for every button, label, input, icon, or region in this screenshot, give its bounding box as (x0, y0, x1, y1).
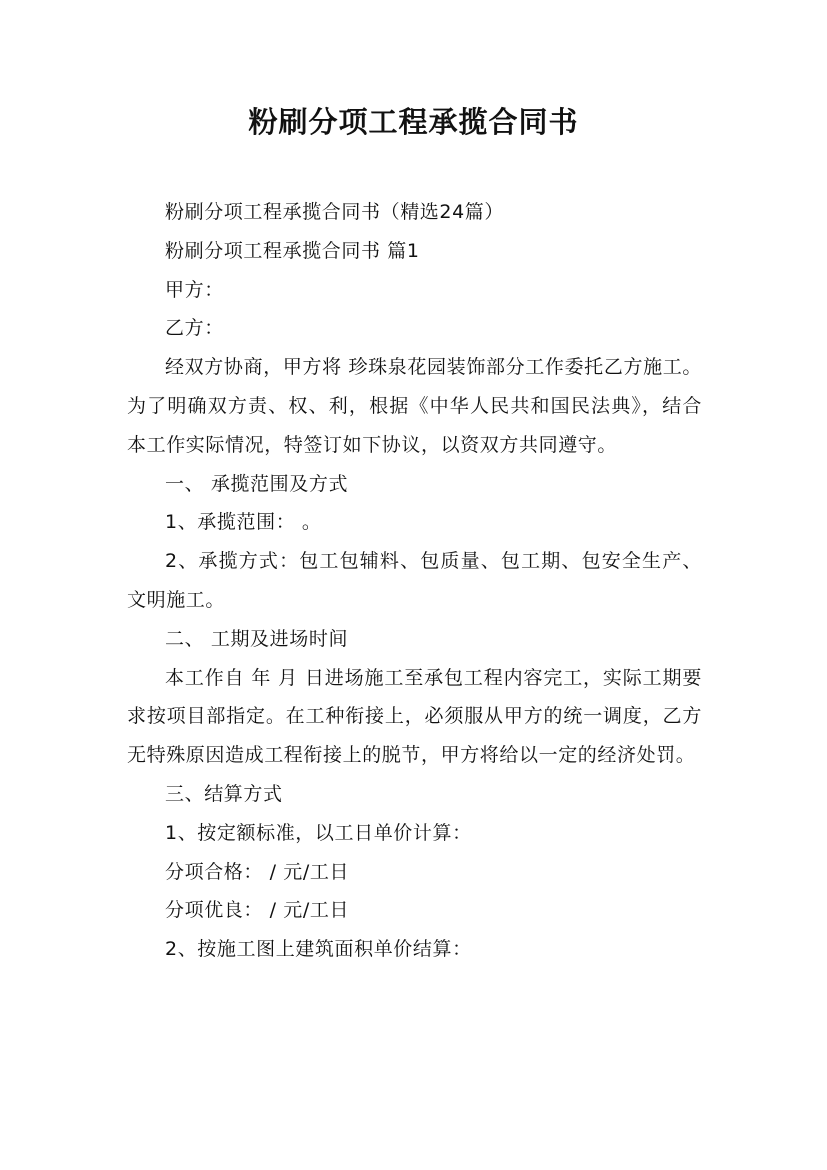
paragraph: 2、按施工图上建筑面积单价结算： (165, 938, 472, 961)
paragraph: 粉刷分项工程承揽合同书（精选24篇） (165, 201, 504, 223)
paragraph: 经双方协商，甲方将 珍珠泉花园装饰部分工作委托乙方施工。为了明确双方责、权、利，根据《中华人民共和国民法典》，结合本工作实际情况，特签订如下协议，以资双方共同遵守。 (127, 356, 702, 456)
paragraph: 本工作自 年 月 日进场施工至承包工程内容完工，实际工期要求按项目部指定。在工种衔接上，必须服从甲方的统一调度，乙方无特殊原因造成工程衔接上的脱节，甲方将给以一定的经济处罚。 (127, 666, 702, 767)
section-heading: 二、 工期及进场时间 (165, 627, 349, 650)
paragraph: 乙方： (165, 317, 224, 340)
paragraph: 1、按定额标准，以工日单价计算： (165, 821, 472, 844)
paragraph: 分项优良： / 元/工日 (165, 899, 350, 922)
document-body (127, 193, 702, 969)
section-heading: 三、结算方式 (165, 782, 283, 805)
paragraph: 粉刷分项工程承揽合同书 篇1 (165, 239, 420, 262)
paragraph: 2、承揽方式：包工包辅料、包质量、包工期、包安全生产、文明施工。 (127, 550, 702, 611)
paragraph: 1、承揽范围： 。 (165, 511, 322, 534)
paragraph: 甲方： (165, 278, 224, 301)
paragraph: 分项合格： / 元/工日 (165, 860, 350, 883)
document-title: 粉刷分项工程承揽合同书 (248, 105, 579, 139)
section-heading: 一、 承揽范围及方式 (165, 472, 349, 495)
